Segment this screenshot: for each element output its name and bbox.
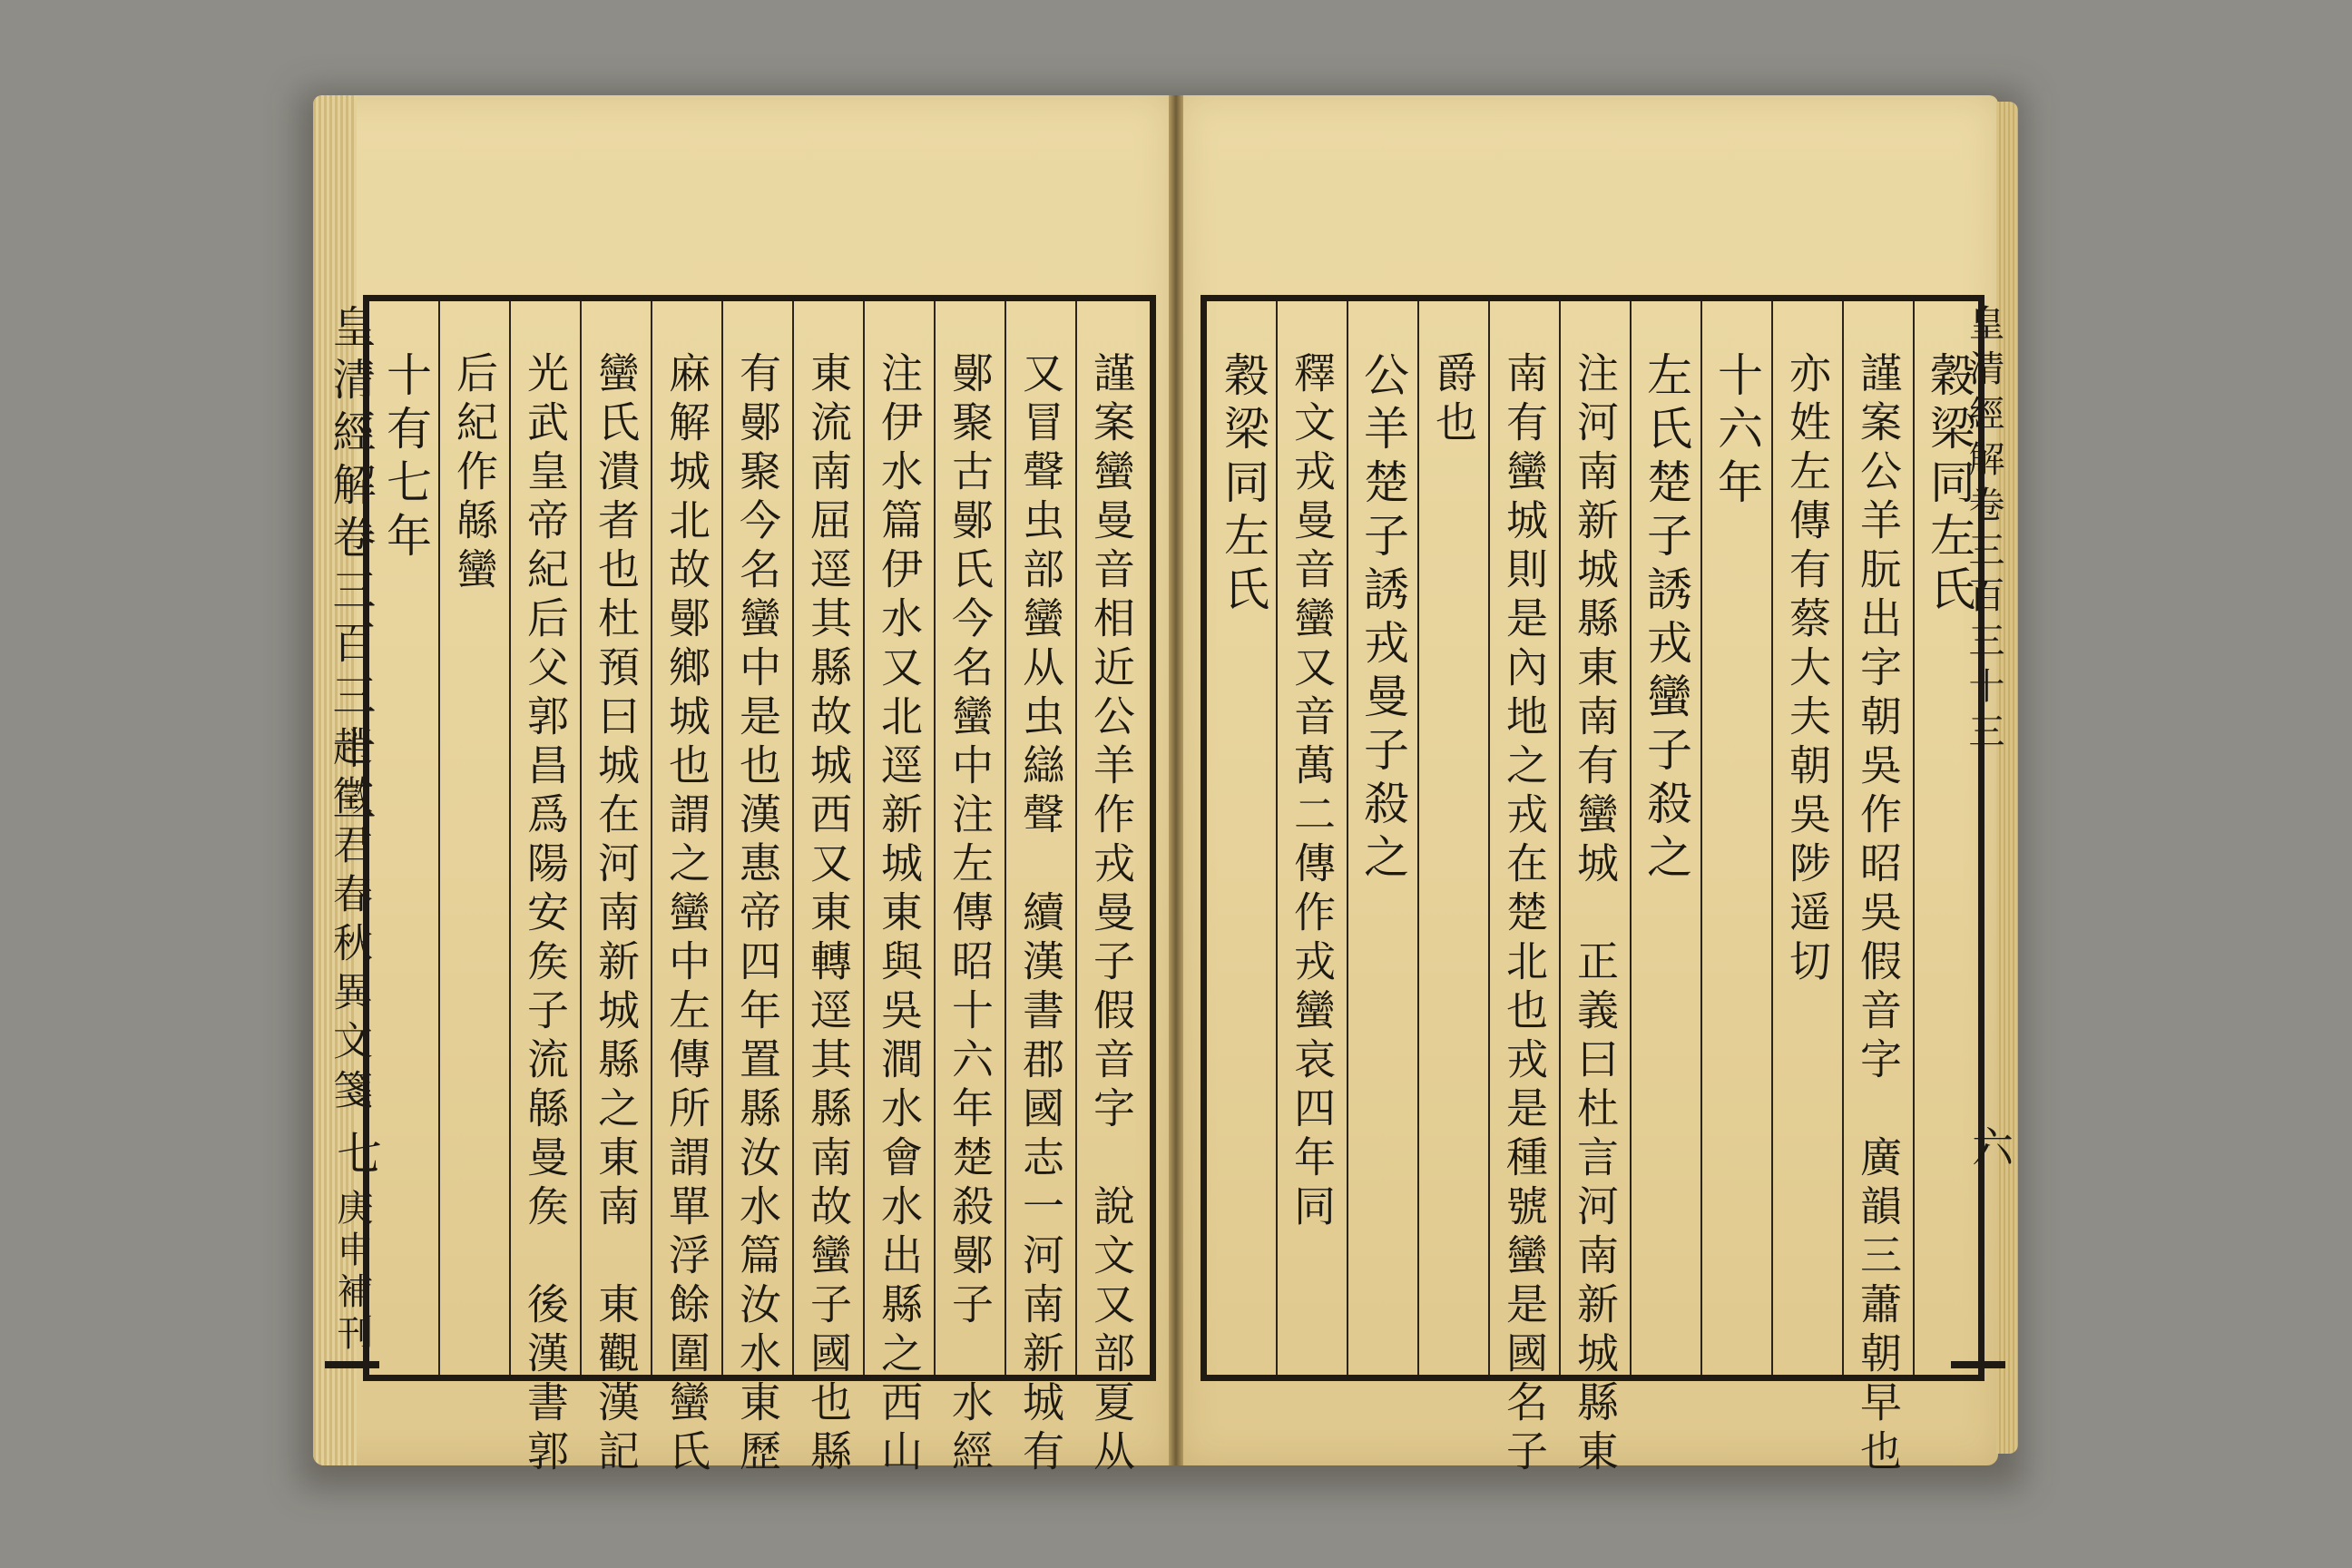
- right-column-8: 爵也: [1429, 351, 1478, 449]
- right-column-3: 亦姓左傳有蔡大夫朝吳陟遥切: [1783, 351, 1832, 988]
- right-banxin-title: 皇清經解卷三百三十三: [1963, 304, 2004, 758]
- left-page-number: 七: [329, 1130, 382, 1181]
- right-column-9: 公羊楚子誘戎曼子殺之: [1357, 351, 1409, 887]
- left-fish-tail-mark: [325, 1361, 379, 1368]
- right-column-5: 左氏楚子誘戎蠻子殺之: [1640, 351, 1692, 887]
- left-banxin-author: 趙徵君春秋異文箋: [326, 726, 372, 1118]
- right-column-4: 十六年: [1710, 351, 1763, 512]
- left-banxin-title: 皇清經解卷三百三十三: [325, 304, 376, 830]
- right-column-1: 穀梁同左氏: [1923, 351, 1975, 619]
- left-column-7: 麻解城北故鄤鄉城也謂之蠻中左傳所謂單浮餘圍蠻氏: [662, 351, 711, 1478]
- right-column-2: 謹案公羊朊出字朝吳作昭吳假音字 廣韻三蕭朝早也: [1854, 351, 1903, 1478]
- left-column-8: 蠻氏潰者也杜預曰城在河南新城縣之東南 東觀漢記: [592, 351, 641, 1478]
- left-reprint-note: 庚申補刊: [331, 1189, 373, 1356]
- right-column-10: 釋文戎曼音蠻又音萬二傳作戎蠻哀四年同: [1288, 351, 1337, 1233]
- right-column-6: 注河南新城縣東南有蠻城 正義曰杜言河南新城縣東: [1571, 351, 1620, 1478]
- left-column-10: 后紀作緜蠻: [450, 351, 499, 596]
- right-fish-tail-mark: [1951, 1361, 2005, 1368]
- right-column-11: 穀梁同左氏: [1217, 351, 1269, 619]
- left-column-11: 十有七年: [379, 351, 432, 565]
- left-column-4: 注伊水篇伊水又北逕新城東與吳澗水會水出縣之西山: [875, 351, 924, 1478]
- left-column-9: 光武皇帝紀后父郭昌爲陽安矦子流緜曼矦 後漢書郭: [521, 351, 570, 1478]
- left-column-3: 鄤聚古鄤氏今名蠻中注左傳昭十六年楚殺鄤子 水經: [946, 351, 995, 1478]
- left-column-2: 又冒聲虫部蠻从虫䜌聲 續漢書郡國志一河南新城有: [1016, 351, 1065, 1478]
- left-column-6: 有鄤聚今名蠻中是也漢惠帝四年置縣汝水篇汝水東歷: [733, 351, 782, 1478]
- left-column-5: 東流南屈逕其縣故城西又東轉逕其縣南故蠻子國也縣: [804, 351, 853, 1478]
- right-page-number: 六: [1965, 1125, 2014, 1172]
- left-column-1: 謹案蠻曼音相近公羊作戎曼子假音字 說文又部夏从: [1087, 351, 1136, 1478]
- right-text-frame: [1200, 295, 1984, 1478]
- book-gutter: [1169, 95, 1183, 1465]
- right-column-7: 南有蠻城則是內地之戎在楚北也戎是種號蠻是國名子: [1500, 351, 1549, 1478]
- left-text-frame: [363, 295, 1156, 1478]
